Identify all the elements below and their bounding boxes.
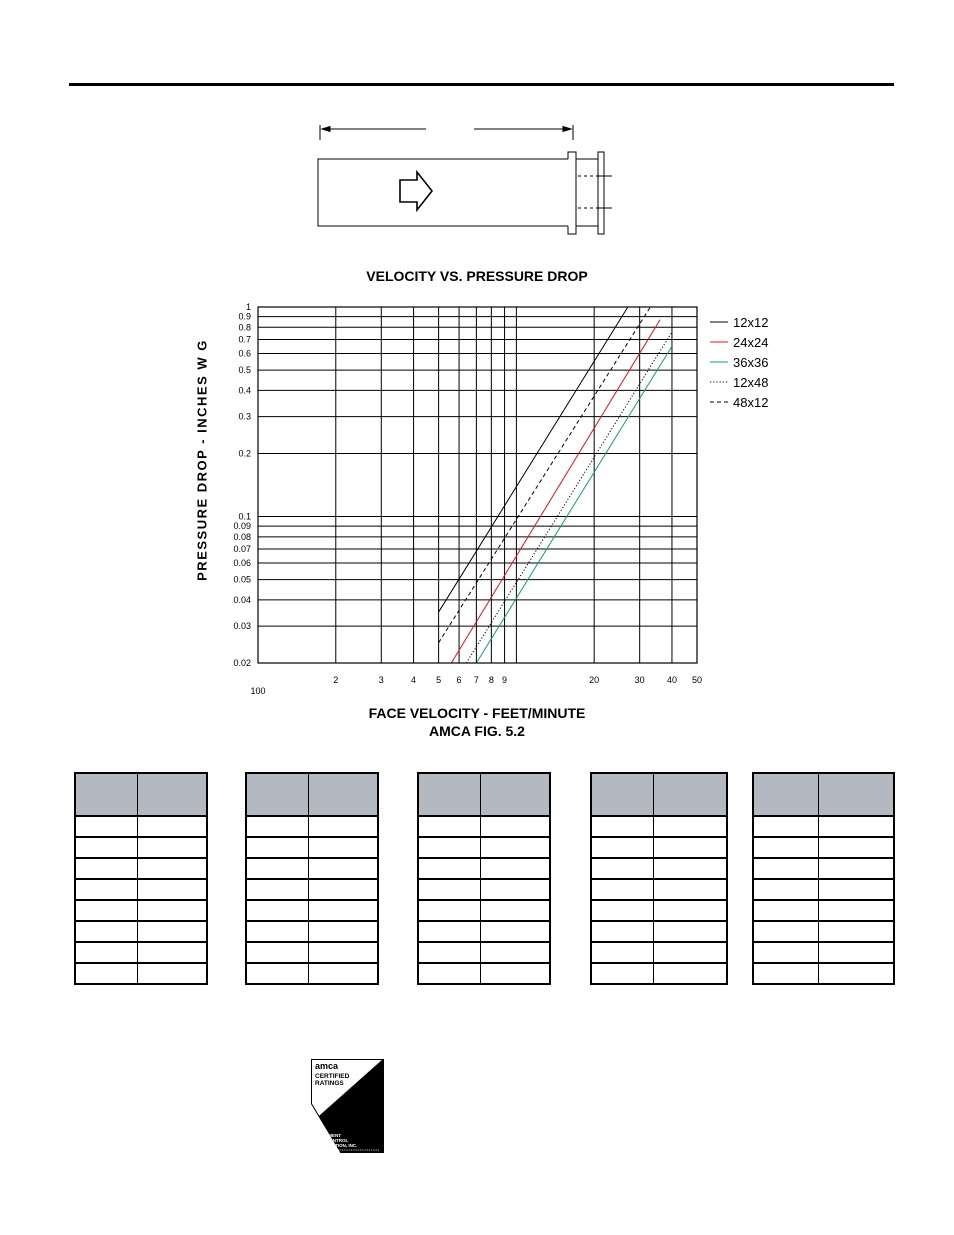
table-row: [418, 879, 550, 900]
table-row: [753, 963, 894, 984]
legend-label-24x24: 24x24: [733, 335, 769, 350]
seal-org-1: AIR: [315, 1128, 323, 1133]
legend-label-36x36: 36x36: [733, 355, 769, 370]
table-cell: [591, 879, 654, 900]
table-row: [418, 963, 550, 984]
seal-air: AIR: [355, 1105, 366, 1111]
table-header-cell: [654, 773, 728, 816]
table-cell: [418, 900, 481, 921]
table-row: [753, 816, 894, 837]
y-tick-label: 0.09: [233, 521, 251, 532]
table-cell: [481, 942, 551, 963]
y-tick-label: 0.08: [233, 531, 251, 542]
y-tick-labels: [233, 302, 251, 668]
table-header-cell: [309, 773, 379, 816]
x-tick-label: 50: [691, 675, 703, 685]
table-cell: [246, 816, 309, 837]
y-tick-label: 0.6: [238, 348, 251, 359]
table-row: [246, 858, 378, 879]
seal-org-2: MOVEMENT: [315, 1133, 342, 1138]
table-cell: [75, 942, 138, 963]
table-cell: [591, 921, 654, 942]
table-row: [753, 858, 894, 879]
table-row: [591, 963, 727, 984]
table-cell: [654, 900, 728, 921]
data-table-2: [245, 772, 379, 985]
legend-label-12x12: 12x12: [733, 315, 769, 330]
y-tick-label: 0.06: [233, 558, 251, 569]
legend: [710, 315, 768, 410]
grid: [258, 307, 697, 663]
x-tick-labels: [250, 675, 702, 696]
table-row: [75, 858, 207, 879]
table-cell: [75, 900, 138, 921]
table-cell: [753, 816, 819, 837]
table-header-cell: [418, 773, 481, 816]
y-tick-label: 0.5: [238, 365, 251, 376]
table-cell: [819, 816, 895, 837]
seal-ratings: RATINGS: [315, 1080, 344, 1087]
table-row: [246, 921, 378, 942]
table-row: [246, 879, 378, 900]
table-cell: [654, 858, 728, 879]
table-cell: [591, 900, 654, 921]
table-cell: [753, 942, 819, 963]
y-tick-label: 0.04: [233, 594, 251, 605]
table-header-cell: [481, 773, 551, 816]
table-cell: [309, 816, 379, 837]
table-cell: [246, 837, 309, 858]
y-tick-label: 0.4: [238, 385, 251, 396]
table-row: [591, 858, 727, 879]
table-cell: [591, 816, 654, 837]
y-tick-label: 0.1: [238, 511, 251, 522]
table-row: [75, 942, 207, 963]
table-row: [246, 816, 378, 837]
table-cell: [75, 837, 138, 858]
x-axis-label: FACE VELOCITY - FEET/MINUTE: [368, 705, 586, 721]
table-cell: [753, 921, 819, 942]
table-cell: [591, 942, 654, 963]
table-cell: [753, 837, 819, 858]
table-row: [418, 942, 550, 963]
table-row: [418, 837, 550, 858]
x-tick-label: 2: [333, 675, 339, 685]
table-cell: [819, 900, 895, 921]
table-cell: [481, 879, 551, 900]
seal-certified: CERTIFIED: [315, 1073, 350, 1080]
table-cell: [138, 900, 208, 921]
table-cell: [819, 942, 895, 963]
series-line-12x12: [439, 307, 628, 612]
table-row: [418, 900, 550, 921]
table-cell: [138, 837, 208, 858]
x-tick-label: 100: [250, 686, 266, 696]
table-cell: [418, 879, 481, 900]
table-cell: [246, 942, 309, 963]
table-header-cell: [753, 773, 819, 816]
x-tick-label: 40: [666, 675, 677, 685]
x-tick-label: 4: [411, 675, 417, 685]
table-row: [75, 963, 207, 984]
series-line-24x24: [451, 320, 660, 663]
table-cell: [481, 837, 551, 858]
y-tick-label: 0.3: [238, 411, 251, 422]
table-cell: [309, 858, 379, 879]
table-cell: [246, 858, 309, 879]
table-cell: [418, 921, 481, 942]
table-cell: [753, 900, 819, 921]
table-row: [753, 900, 894, 921]
y-tick-label: 0.03: [233, 621, 251, 632]
table-row: [75, 900, 207, 921]
x-tick-label: 6: [456, 675, 462, 685]
table-cell: [591, 837, 654, 858]
table-cell: [309, 900, 379, 921]
table-cell: [481, 963, 551, 984]
table-header-cell: [75, 773, 138, 816]
y-tick-label: 0.8: [238, 322, 251, 333]
table-row: [75, 816, 207, 837]
table-cell: [753, 963, 819, 984]
y-tick-label: 1: [245, 302, 251, 312]
table-cell: [246, 921, 309, 942]
seal-brand: amca: [315, 1061, 339, 1071]
table-cell: [654, 879, 728, 900]
table-cell: [138, 879, 208, 900]
table-cell: [591, 963, 654, 984]
data-table-5: [752, 772, 895, 985]
table-cell: [75, 816, 138, 837]
table-cell: [654, 963, 728, 984]
table-cell: [138, 963, 208, 984]
data-table-1: [74, 772, 208, 985]
series-lines: [439, 307, 672, 663]
table-cell: [654, 942, 728, 963]
table-cell: [418, 963, 481, 984]
data-table-4: [590, 772, 728, 985]
table-cell: [75, 921, 138, 942]
table-cell: [418, 816, 481, 837]
table-cell: [309, 963, 379, 984]
table-cell: [654, 837, 728, 858]
table-cell: [75, 879, 138, 900]
table-cell: [418, 858, 481, 879]
x-tick-label: 9: [502, 675, 508, 685]
data-table-3: [417, 772, 551, 985]
y-axis-label: PRESSURE DROP - INCHES W G: [194, 339, 210, 581]
seal-performance: PERFORMANCE: [344, 1113, 372, 1117]
y-tick-label: 0.05: [233, 574, 251, 585]
table-header-cell: [591, 773, 654, 816]
table-row: [246, 837, 378, 858]
table-cell: [309, 942, 379, 963]
x-tick-label: 8: [488, 675, 494, 685]
table-row: [591, 921, 727, 942]
table-row: [591, 879, 727, 900]
table-cell: [481, 816, 551, 837]
y-tick-label: 0.02: [233, 658, 251, 668]
y-tick-label: 0.07: [233, 543, 251, 554]
table-row: [75, 921, 207, 942]
table-row: [418, 816, 550, 837]
table-row: [753, 837, 894, 858]
table-cell: [753, 858, 819, 879]
y-tick-label: 0.7: [238, 334, 251, 345]
y-tick-label: 0.9: [238, 311, 251, 322]
amca-certified-seal: [311, 1059, 384, 1153]
table-row: [418, 921, 550, 942]
table-cell: [819, 921, 895, 942]
figure-caption: AMCA FIG. 5.2: [429, 723, 525, 739]
table-row: [246, 942, 378, 963]
legend-label-12x48: 12x48: [733, 375, 769, 390]
table-cell: [753, 879, 819, 900]
table-row: [418, 858, 550, 879]
seal-org-3: AND CONTROL: [315, 1138, 349, 1143]
table-cell: [75, 858, 138, 879]
table-row: [753, 942, 894, 963]
table-cell: [418, 942, 481, 963]
table-header-cell: [138, 773, 208, 816]
table-row: [591, 816, 727, 837]
table-cell: [819, 858, 895, 879]
table-cell: [309, 837, 379, 858]
table-cell: [309, 921, 379, 942]
table-row: [75, 837, 207, 858]
table-cell: [481, 858, 551, 879]
table-row: [246, 900, 378, 921]
x-tick-label: 7: [473, 675, 479, 685]
table-row: [591, 942, 727, 963]
chart-title: VELOCITY VS. PRESSURE DROP: [366, 268, 588, 284]
table-row: [246, 963, 378, 984]
table-row: [591, 837, 727, 858]
table-cell: [138, 921, 208, 942]
x-tick-label: 20: [589, 675, 600, 685]
table-cell: [309, 879, 379, 900]
table-cell: [418, 837, 481, 858]
table-row: [753, 921, 894, 942]
x-tick-label: 3: [378, 675, 384, 685]
table-cell: [819, 963, 895, 984]
table-cell: [819, 879, 895, 900]
table-cell: [138, 858, 208, 879]
table-header-cell: [246, 773, 309, 816]
table-cell: [654, 816, 728, 837]
table-cell: [138, 942, 208, 963]
table-cell: [246, 900, 309, 921]
table-row: [591, 900, 727, 921]
seal-org-4: ASSOCIATION, INC.: [315, 1143, 358, 1148]
table-cell: [481, 900, 551, 921]
table-cell: [819, 837, 895, 858]
plot-frame: [258, 307, 697, 663]
legend-label-48x12: 48x12: [733, 395, 769, 410]
table-cell: [591, 858, 654, 879]
table-row: [753, 879, 894, 900]
x-tick-label: 30: [634, 675, 645, 685]
table-cell: [654, 921, 728, 942]
table-cell: [481, 921, 551, 942]
x-tick-label: 5: [436, 675, 442, 685]
table-cell: [75, 963, 138, 984]
table-cell: [246, 879, 309, 900]
series-line-12x48: [466, 332, 672, 663]
table-header-cell: [819, 773, 895, 816]
table-row: [75, 879, 207, 900]
table-cell: [138, 816, 208, 837]
table-cell: [246, 963, 309, 984]
series-line-48x12: [439, 307, 651, 643]
y-tick-label: 0.2: [238, 448, 251, 459]
